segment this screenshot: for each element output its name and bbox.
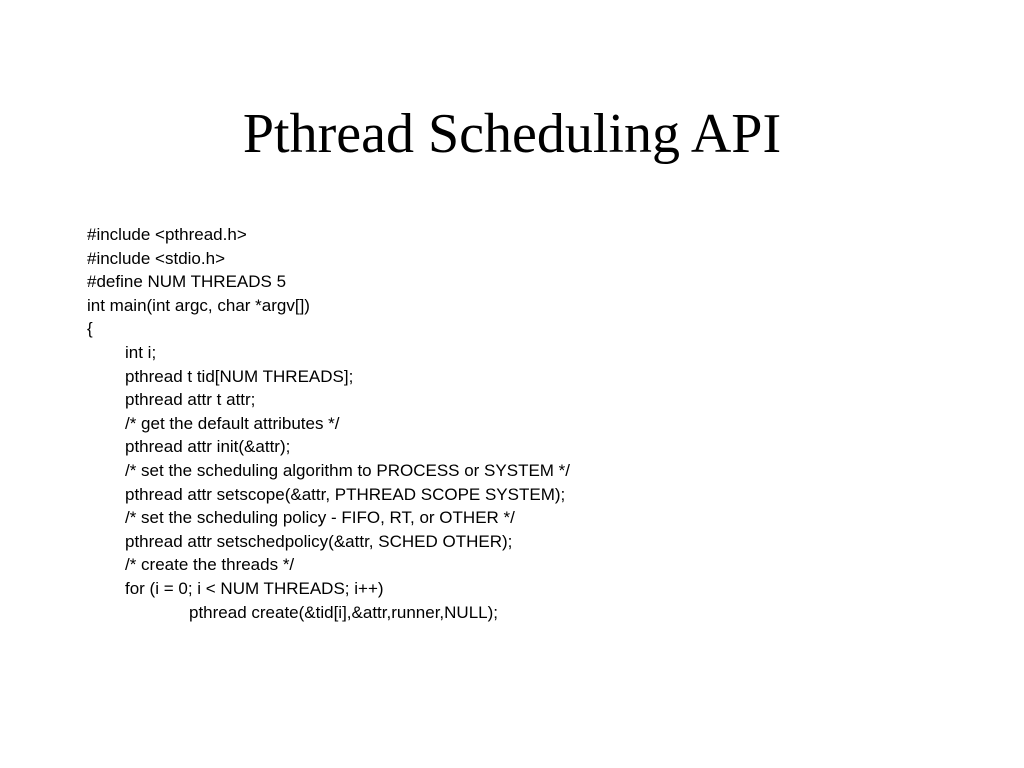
code-line: #define NUM THREADS 5 [87,272,287,292]
code-line: #include <stdio.h> [87,248,225,268]
code-line: #include <pthread.h> [87,225,247,244]
slide-title: Pthread Scheduling API [242,103,782,165]
code-line: pthread attr setschedpolicy(&attr, SCHED OTHER); [125,531,513,551]
code-line: /* create the threads */ [125,555,295,575]
code-line: /* set the scheduling policy - FIFO, RT, or OTHER */ [125,508,515,528]
code-line: pthread attr init(&attr); [125,437,291,457]
code-line: pthread attr setscope(&attr, PTHREAD SCOPE SYSTEM); [125,484,566,504]
code-line: int i; [125,342,157,362]
code-line: pthread create(&tid[i],&attr,runner,NULL); [189,602,498,622]
code-line: /* get the default attributes */ [125,413,340,433]
code-line: for (i = 0; i < NUM THREADS; i++) [125,578,384,598]
code-line: /* set the scheduling algorithm to PROCESS or SYSTEM */ [125,460,571,480]
code-line: int main(int argc, char *argv[]) [87,295,310,315]
code-listing [87,223,967,624]
code-line: { [87,319,93,339]
code-line: pthread t tid[NUM THREADS]; [125,366,354,386]
code-line: pthread attr t attr; [125,390,256,410]
